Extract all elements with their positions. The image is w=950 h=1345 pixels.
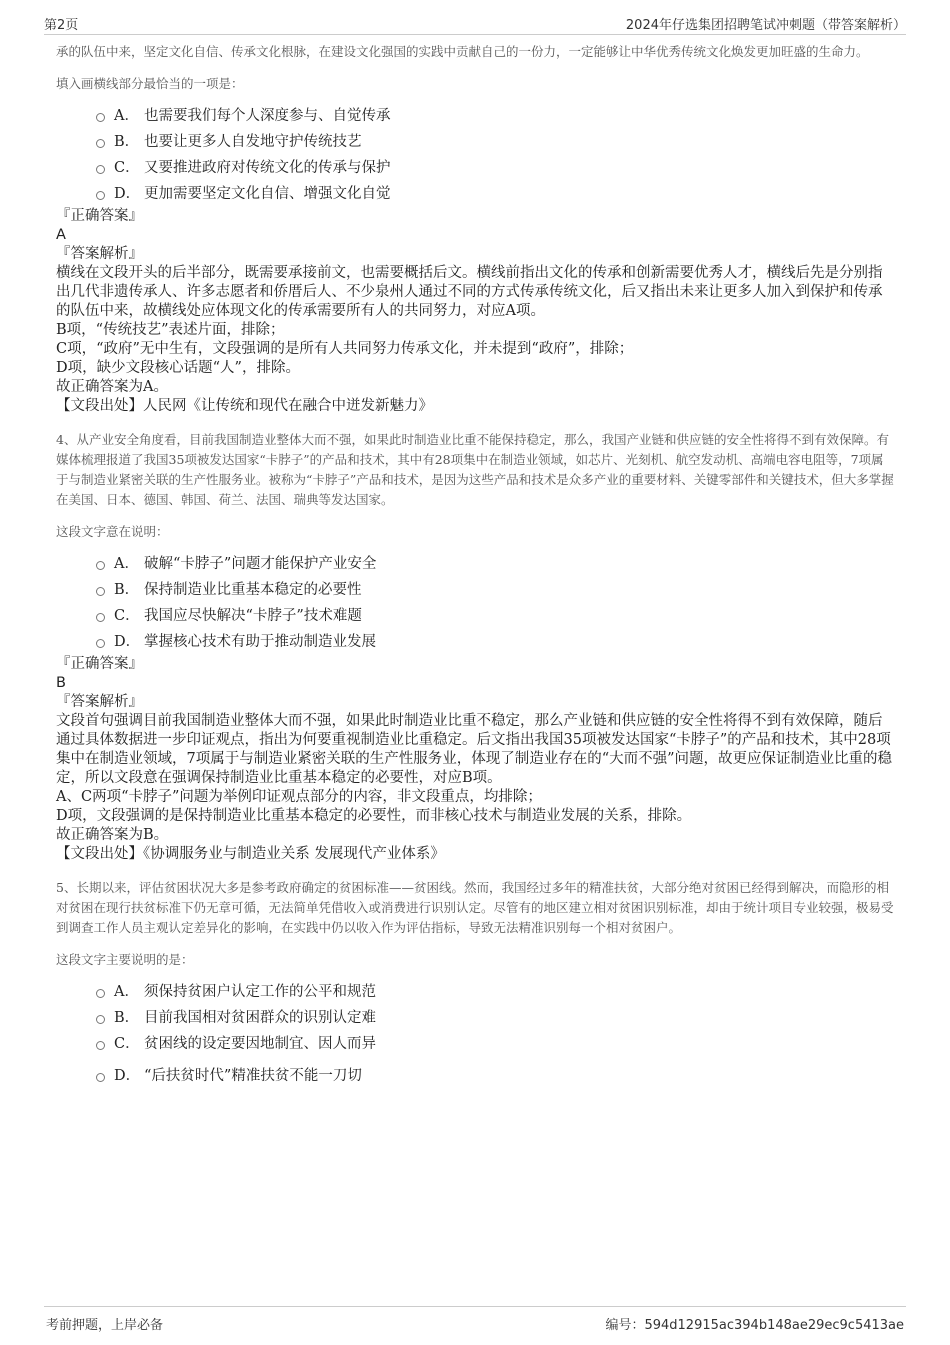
radio-icon[interactable] — [96, 1015, 105, 1024]
page-header — [44, 10, 906, 35]
q4-source: 【文段出处】《协调服务业与制造业关系 发展现代产业体系》 — [56, 846, 445, 862]
page-number: 第2页 — [44, 18, 79, 33]
radio-icon[interactable] — [96, 1073, 105, 1082]
q4-analysis-main: 文段首句强调目前我国制造业整体大而不强，如果此时制造业比重不稳定，那么产业链和供应链的安全性将得不到有效保障，随后通过具体数据进一步印证观点，指出为何要重视制造业比重稳定。后文指出我国35项被发达国家“卡脖子”的产品和技术，其中28项集中在制造业领域，7项属于与制造业紧密关联的生产性服务业，体现了制造业存在的“大而不强”问题，故更应保证制造业比重的稳定，所以文段意在强调保持制造业比重基本稳定的必要性，对应B项。 — [56, 713, 893, 786]
q3-analysis-tag: 『答案解析』 — [56, 246, 143, 262]
q4-option-a[interactable]: A． 破解“卡脖子”问题才能保护产业安全 — [96, 551, 894, 577]
q4-analysis-tag: 『答案解析』 — [56, 694, 143, 710]
q3-answer: A — [56, 227, 66, 243]
q3-conclusion: 故正确答案为A。 — [56, 379, 168, 395]
q4-option-b[interactable]: B． 保持制造业比重基本稳定的必要性 — [96, 577, 894, 603]
q5-question: 这段文字主要说明的是： — [56, 952, 194, 967]
q3-answer-tag: 『正确答案』 — [56, 208, 143, 224]
q3-source: 【文段出处】人民网《让传统和现代在融合中迸发新魅力》 — [56, 398, 433, 414]
q5-option-a[interactable]: A． 须保持贫困户认定工作的公平和规范 — [96, 979, 894, 1005]
q4-question: 这段文字意在说明： — [56, 524, 169, 539]
q3-option-d[interactable]: D． 更加需要坚定文化自信、增强文化自觉 — [96, 181, 894, 207]
q4-answer: B — [56, 675, 66, 691]
q4-options — [96, 551, 894, 655]
q3-question: 填入画横线部分最恰当的一项是： — [56, 76, 244, 91]
q4-analysis-ac: A、C两项“卡脖子”问题为举例印证观点部分的内容，非文段重点，均排除； — [56, 789, 542, 805]
radio-icon[interactable] — [96, 1041, 105, 1050]
q4-analysis-d: D项，文段强调的是保持制造业比重基本稳定的必要性，而非核心技术与制造业发展的关系，排除。 — [56, 808, 692, 824]
q5-option-d[interactable]: D． “后扶贫时代”精准扶贫不能一刀切 — [96, 1063, 894, 1089]
q4-stem: 4、从产业安全角度看，目前我国制造业整体大而不强，如果此时制造业比重不能保持稳定，那么，我国产业链和供应链的安全性将得不到有效保障。有媒体梳理报道了我国35项被发达国家“卡脖子”的产品和技术，其中有28项集中在制造业领域，如芯片、光刻机、航空发动机、高端电容电阻等，7项属于与制造业紧密关联的生产性服务业。被称为“卡脖子”产品和技术，是因为这些产品和技术是众多产业的重要材料、关键零部件和关键技术，但大多掌握在美国、日本、德国、韩国、荷兰、法国、瑞典等发达国家。 — [56, 432, 894, 507]
q5-option-c[interactable]: C． 贫困线的设定要因地制宜、因人而异 — [96, 1031, 894, 1057]
q3-analysis-c: C项，“政府”无中生有，文段强调的是所有人共同努力传承文化，并未提到“政府”，排除； — [56, 341, 634, 357]
radio-icon[interactable] — [96, 989, 105, 998]
q5-option-b[interactable]: B． 目前我国相对贫困群众的识别认定难 — [96, 1005, 894, 1031]
radio-icon[interactable] — [96, 561, 105, 570]
radio-icon[interactable] — [96, 165, 105, 174]
q4-option-d[interactable]: D． 掌握核心技术有助于推动制造业发展 — [96, 629, 894, 655]
q3-options — [96, 103, 894, 207]
radio-icon[interactable] — [96, 587, 105, 596]
q5-stem: 5、长期以来，评估贫困状况大多是参考政府确定的贫困标准——贫困线。然而，我国经过多年的精准扶贫，大部分绝对贫困已经得到解决，而隐形的相对贫困在现行扶贫标准下仍无章可循，无法简单凭借收入或消费进行识别认定。尽管有的地区建立相对贫困识别标准，却由于统计项目专业较强，极易受到调查工作人员主观认定差异化的影响，在实践中仍以收入作为评估指标，导致无法精准识别每一个相对贫困户。 — [56, 880, 894, 935]
radio-icon[interactable] — [96, 139, 105, 148]
q3-option-a[interactable]: A． 也需要我们每个人深度参与、自觉传承 — [96, 103, 894, 129]
q4-option-c[interactable]: C． 我国应尽快解决“卡脖子”技术难题 — [96, 603, 894, 629]
q3-option-c[interactable]: C． 又要推进政府对传统文化的传承与保护 — [96, 155, 894, 181]
radio-icon[interactable] — [96, 113, 105, 122]
q3-analysis-b: B项，“传统技艺”表述片面，排除； — [56, 322, 285, 338]
q5-options — [96, 979, 894, 1089]
q3-analysis-main: 横线在文段开头的后半部分，既需要承接前文，也需要概括后文。横线前指出文化的传承和创新需要优秀人才，横线后先是分别指出几代非遗传承人、许多志愿者和侨厝后人、不少泉州人通过不同的方式传承传统文化，后又指出未来让更多人加入到保护和传承的队伍中来，故横线处应体现文化的传承需要所有人的共同努力，对应A项。 — [56, 265, 883, 319]
q4-answer-tag: 『正确答案』 — [56, 656, 143, 672]
q3-intro-tail: 承的队伍中来，坚定文化自信、传承文化根脉，在建设文化强国的实践中贡献自己的一份力，一定能够让中华优秀传统文化焕发更加旺盛的生命力。 — [56, 44, 869, 59]
footer-slogan: 考前押题，上岸必备 — [46, 1318, 164, 1333]
q3-analysis-d: D项，缺少文段核心话题“人”，排除。 — [56, 360, 300, 376]
footer-doc-id: 编号：594d12915ac394b148ae29ec9c5413ae — [605, 1318, 904, 1333]
radio-icon[interactable] — [96, 613, 105, 622]
document-title: 2024年仔选集团招聘笔试冲刺题（带答案解析） — [625, 18, 906, 33]
radio-icon[interactable] — [96, 191, 105, 200]
page-footer — [44, 1306, 906, 1333]
q3-option-b[interactable]: B． 也要让更多人自发地守护传统技艺 — [96, 129, 894, 155]
page-content — [56, 42, 894, 1089]
radio-icon[interactable] — [96, 639, 105, 648]
q4-conclusion: 故正确答案为B。 — [56, 827, 169, 843]
